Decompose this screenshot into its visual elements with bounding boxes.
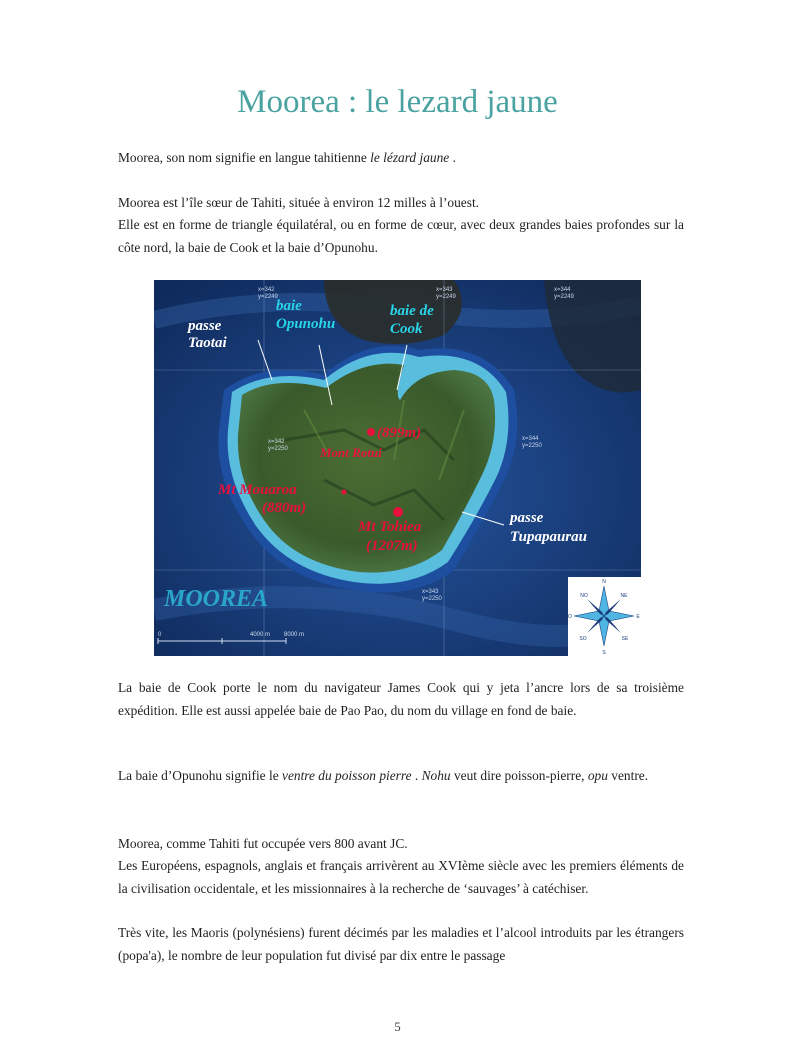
sister-island-paragraph: Moorea est l’île sœur de Tahiti, située à environ 12 milles à l’ouest.: [118, 195, 480, 210]
compass-rose-icon: [568, 577, 641, 656]
peak-marker-rotui: [367, 428, 375, 436]
label-passe-taotai: Taotai: [188, 335, 227, 351]
coord-label: y=2250: [268, 446, 288, 452]
coord-label: x=344: [522, 436, 539, 442]
coord-label: x=342: [258, 287, 275, 293]
svg-text:N: N: [602, 579, 606, 585]
peak-marker-mouaroa: [342, 490, 347, 495]
history-paragraph: Moorea, comme Tahiti fut occupée vers 800 avant JC.: [118, 836, 408, 851]
label-mont-rotui: (899m): [377, 425, 422, 441]
svg-text:0: 0: [158, 632, 162, 638]
svg-text:E: E: [636, 614, 640, 620]
label-passe-tupapaurau: Tupapaurau: [510, 529, 587, 545]
opunohu-paragraph: La baie d’Opunohu signifie le ventre du poisson pierre . Nohu veut dire poisson-pierre, opu ventre.: [118, 768, 649, 783]
label-mt-tohiea: (1207m): [366, 538, 418, 554]
label-baie-opunohu: Opunohu: [276, 316, 336, 332]
svg-text:8000 m: 8000 m: [284, 632, 305, 638]
label-mont-rotui: Mont Rotui: [320, 445, 382, 460]
label-baie-cook: Cook: [390, 321, 423, 337]
intro-paragraph: Moorea, son nom signifie en langue tahitienne le lézard jaune .: [118, 150, 456, 165]
coord-label: y=2250: [422, 596, 442, 602]
coord-label: y=2249: [554, 294, 574, 300]
maoris-paragraph: Très vite, les Maoris (polynésiens) furent décimés par les maladies et l’alcool introduits par les étrangers (popa'a), le nombre de leur population fut divisé par dix entre le passage: [118, 925, 684, 963]
svg-text:SE: SE: [621, 636, 629, 642]
europeans-paragraph: Les Européens, espagnols, anglais et français arrivèrent au XVIème siècle avec les premiers éléments de la civilisation occidentale, et les missionnaires à la recherche de ‘sauvages’ à catéchiser.: [118, 858, 684, 896]
label-baie-opunohu: baie: [276, 298, 302, 314]
page-number: 5: [394, 1019, 401, 1034]
coord-label: y=2249: [436, 294, 456, 300]
peak-marker-tohiea: [393, 507, 403, 517]
coord-label: x=343: [422, 589, 439, 595]
label-passe-tupapaurau: passe: [510, 510, 544, 526]
svg-text:SO: SO: [579, 636, 587, 642]
moorea-satellite-map: [154, 280, 641, 656]
coord-label: x=344: [554, 287, 571, 293]
coord-label: y=2249: [258, 294, 278, 300]
svg-text:S: S: [602, 650, 606, 656]
label-mt-tohiea: Mt Tohiea: [358, 519, 422, 535]
svg-text:NO: NO: [580, 593, 588, 599]
svg-text:NE: NE: [620, 593, 628, 599]
cook-bay-paragraph: La baie de Cook porte le nom du navigateur James Cook qui y jeta l’ancre lors de sa troisième expédition. Elle est aussi appelée baie de Pao Pao, du nom du village en fond de baie.: [118, 680, 684, 718]
label-mt-mouaroa: (880m): [262, 500, 307, 516]
shape-paragraph: Elle est en forme de triangle équilatéral, ou en forme de cœur, avec deux grandes baies profondes sur la côte nord, la baie de Cook et la baie d’Opunohu.: [118, 217, 684, 255]
coord-label: x=342: [268, 439, 285, 445]
emphasis-lezard: le lézard jaune: [370, 150, 450, 165]
label-passe-taotai: passe: [188, 318, 222, 334]
label-baie-cook: baie de: [390, 303, 434, 319]
coord-label: x=343: [436, 287, 453, 293]
label-mt-mouaroa: Mt Mouaroa: [218, 482, 297, 498]
page-title: Moorea : le lezard jaune: [237, 84, 558, 120]
label-moorea: MOOREA: [164, 586, 269, 612]
coord-label: y=2250: [522, 443, 542, 449]
svg-text:4000 m: 4000 m: [250, 632, 271, 638]
svg-text:O: O: [568, 614, 572, 620]
moorea-map: [154, 280, 641, 656]
